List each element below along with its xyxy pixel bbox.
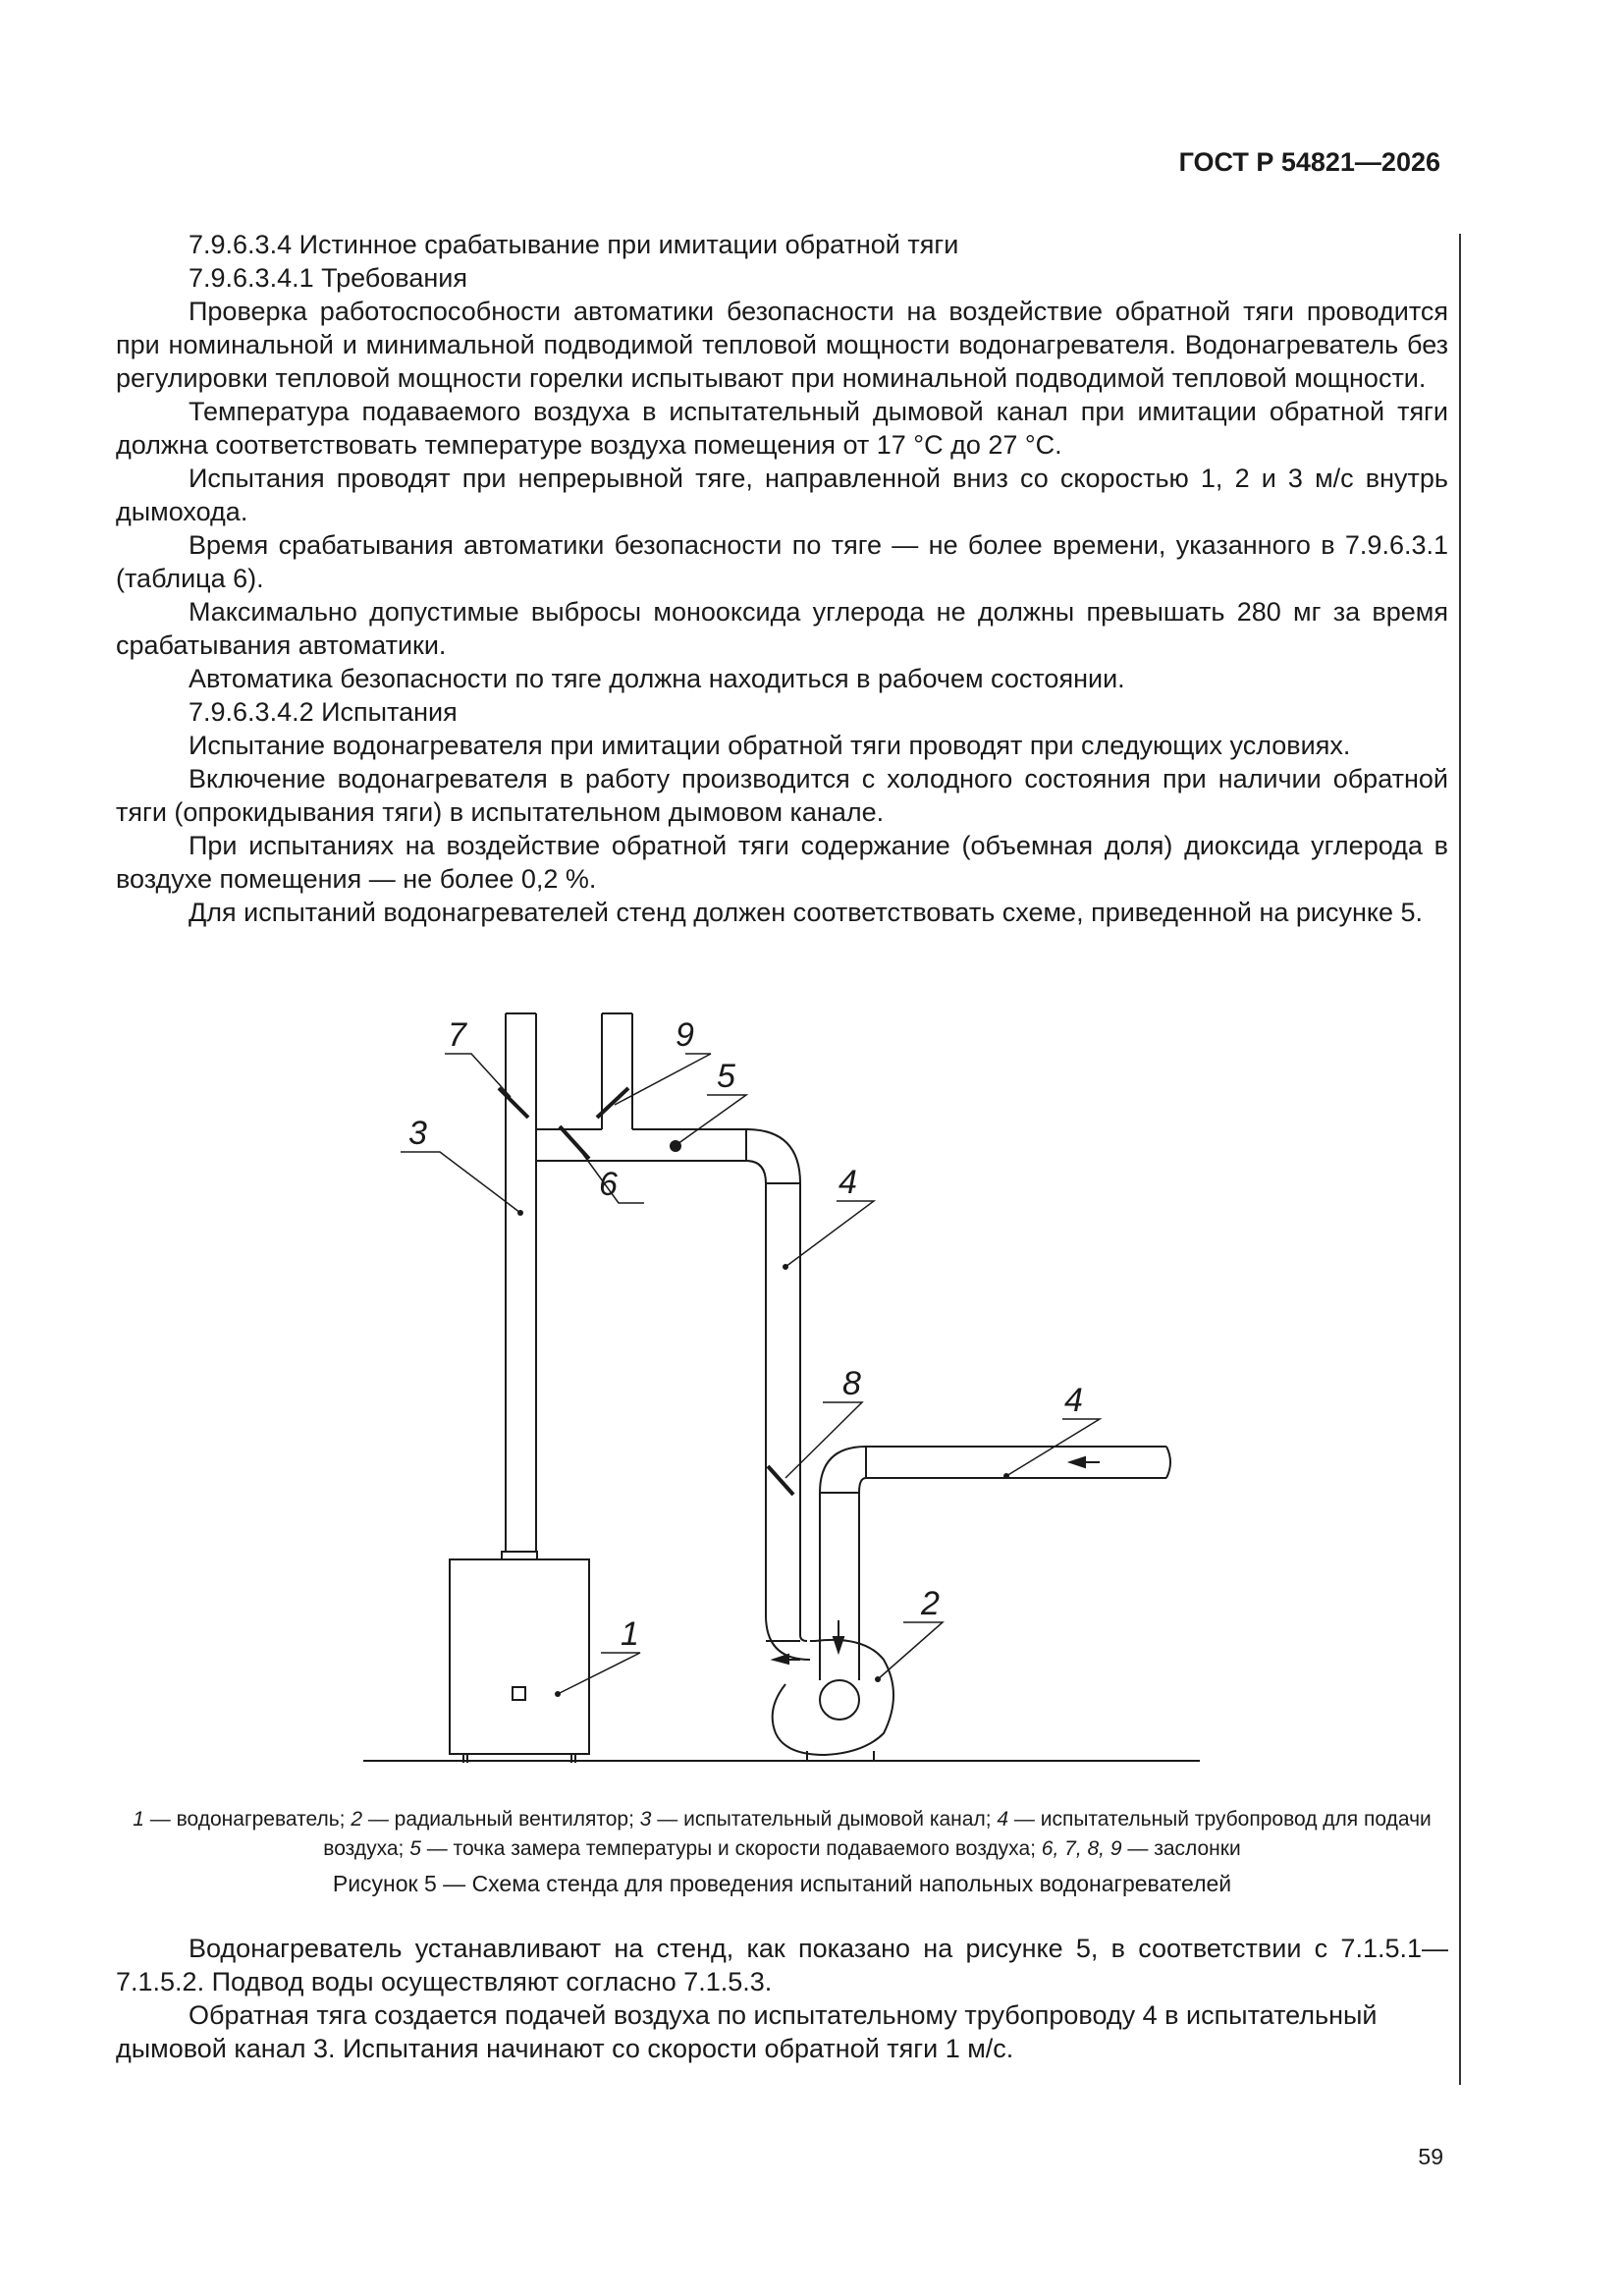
legend-text: — водонагреватель;: [143, 1808, 352, 1831]
label-9: 9: [676, 1016, 694, 1054]
label-8: 8: [842, 1365, 861, 1402]
subsection-heading: 7.9.6.3.4.2 Испытания: [189, 697, 458, 727]
water-heater-control: [513, 1687, 525, 1700]
legend-num: 4: [997, 1808, 1009, 1831]
label-4-vertical: 4: [839, 1164, 857, 1201]
damper-7: [499, 1088, 528, 1118]
paragraph: Испытание водонагревателя при имитации обратной тяги проводят при следующих условиях.: [189, 731, 1351, 760]
paragraph: Время срабатывания автоматики безопасности по тяге — не более времени, указанного в 7.9.6.3.1 (таблица 6).: [116, 530, 1448, 593]
outro-section: [116, 1932, 1448, 2065]
label-3: 3: [408, 1115, 427, 1152]
paragraph: Водонагреватель устанавливают на стенд, как показано на рисунке 5, в соответствии с 7.1.5.1—7.1.5.2. Подвод воды осуществляют согласно 7.1.5.3.: [116, 1934, 1448, 1996]
legend-num: 5: [409, 1837, 421, 1860]
legend-num: 1: [133, 1808, 144, 1831]
water-heater: [450, 1559, 589, 1754]
label-7: 7: [448, 1016, 466, 1054]
label-5: 5: [717, 1058, 735, 1095]
paragraph: Включение водонагревателя в работу производится с холодного состояния при наличии обратной тяги (опрокидывания тяги) в испытательном дымовом канале.: [116, 764, 1448, 827]
legend-text: — точка замера температуры и скорости подаваемого воздуха;: [420, 1837, 1042, 1860]
label-2: 2: [921, 1585, 940, 1622]
legend-text: — заслонки: [1121, 1837, 1241, 1860]
document-header: ГОСТ Р 54821—2026: [1178, 147, 1440, 177]
paragraph: Автоматика безопасности по тяге должна находиться в рабочем состоянии.: [189, 664, 1125, 693]
label-1: 1: [621, 1615, 639, 1653]
paragraph: Проверка работоспособности автоматики безопасности на воздействие обратной тяги проводится при номинальной и минимальной подводимой тепловой мощности водонагревателя. Водонагреватель без регулировки тепловой мощности горелки испытывают при номинальной подводимой тепловой мощности.: [116, 297, 1448, 393]
paragraph: При испытаниях на воздействие обратной тяги содержание (объемная доля) диоксида углерода в воздухе помещения — не более 0,2 %.: [116, 831, 1448, 894]
test-stand-diagram: [353, 1007, 1217, 1782]
legend-num: 6, 7, 8, 9: [1041, 1837, 1122, 1860]
legend-num: 2: [351, 1808, 363, 1831]
intro-section: [116, 228, 1448, 929]
legend-text: — радиальный вентилятор;: [362, 1808, 640, 1831]
paragraph: Для испытаний водонагревателей стенд должен соответствовать схеме, приведенной на рисунке 5.: [189, 898, 1424, 927]
page-number: 59: [1418, 2144, 1443, 2169]
section-heading: 7.9.6.3.4 Истинное срабатывание при имитации обратной тяги: [189, 230, 959, 259]
paragraph: Испытания проводят при непрерывной тяге, направленной вниз со скоростью 1, 2 и 3 м/с внутрь дымохода.: [116, 464, 1448, 526]
margin-rule: [1459, 234, 1461, 2085]
damper-6: [560, 1126, 589, 1159]
paragraph: Обратная тяга создается подачей воздуха по испытательному трубопроводу 4 в испытательный дымовой канал 3. Испытания начинают со скорости обратной тяги 1 м/с.: [116, 2000, 1378, 2063]
legend-text: — испытательный дымовой канал;: [651, 1808, 998, 1831]
label-4-horizontal: 4: [1064, 1382, 1083, 1419]
subsection-heading: 7.9.6.3.4.1 Требования: [189, 263, 467, 293]
label-6: 6: [599, 1166, 618, 1203]
paragraph: Максимально допустимые выбросы монооксида углерода не должны превышать 280 мг за время срабатывания автоматики.: [116, 597, 1448, 660]
damper-8: [768, 1466, 793, 1495]
figure-legend: [116, 1805, 1448, 1864]
legend-text: — испытательный трубопровод для подачи воздуха;: [323, 1808, 1432, 1860]
figure-caption: Рисунок 5 — Схема стенда для проведения испытаний напольных водонагревателей: [332, 1871, 1232, 1896]
paragraph: Температура подаваемого воздуха в испытательный дымовой канал при имитации обратной тяги должна соответствовать температуре воздуха помещения от 17 °С до 27 °С.: [116, 397, 1448, 460]
legend-num: 3: [639, 1808, 652, 1831]
